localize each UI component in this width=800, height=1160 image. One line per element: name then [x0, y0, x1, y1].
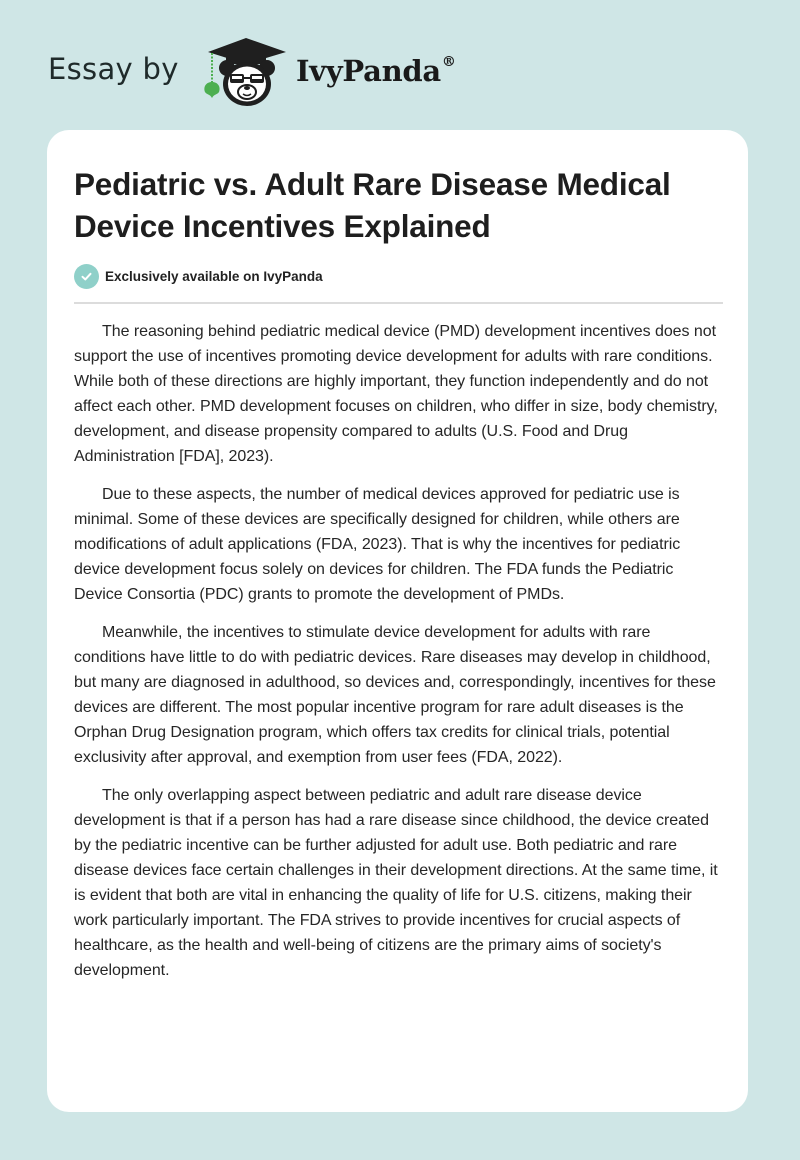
exclusive-text: Exclusively available on IvyPanda [105, 268, 323, 284]
page-title: Pediatric vs. Adult Rare Disease Medical Device Incentives Explained [74, 166, 671, 244]
registered-mark: ® [441, 54, 456, 71]
brand-name: IvyPanda [296, 54, 441, 88]
essay-by-label: Essay by [48, 52, 179, 86]
essay-body [74, 319, 726, 996]
essay-card [47, 130, 748, 1112]
paragraph: The reasoning behind pediatric medical device (PMD) development incentives does not support the use of incentives promoting device development for adults with rare conditions. While both of these directions are highly important, they function independently and do not affect each other. PMD development focuses on children, who differ in size, body chemistry, development, and disease propensity compared to adults (U.S. Food and Drug Administration [FDA], 2023). [74, 323, 718, 465]
paragraph: Due to these aspects, the number of medical devices approved for pediatric use is minimal. Some of these devices are specifically designed for children, while others are modifications of adult applications (FDA, 2023). That is why the incentives for pediatric device development focus solely on devices for children. The FDA funds the Pediatric Device Consortia (PDC) grants to promote the development of PMDs. [74, 486, 681, 603]
paragraph: The only overlapping aspect between pediatric and adult rare disease device development is that if a person has had a rare disease since childhood, the device created by the pediatric incentive can be further adjusted for adult use. Both pediatric and rare disease devices face certain challenges in their development directions. At the same time, it is evident that both are vital in enhancing the quality of life for U.S. citizens, making their work particularly important. The FDA strives to provide incentives for crucial aspects of healthcare, as the health and well-being of citizens are the primary aims of society's development. [74, 787, 718, 979]
check-icon [74, 264, 99, 289]
paragraph: Meanwhile, the incentives to stimulate device development for adults with rare conditions have little to do with pediatric devices. Rare diseases may develop in childhood, but many are diagnosed in adulthood, so devices and, correspondingly, incentives for these devices are different. The most popular incentive program for rare adult diseases is the Orphan Drug Designation program, which offers tax credits for clinical trials, potential exclusivity after approval, and exemption from user fees (FDA, 2022). [74, 624, 716, 766]
brand-logo-text[interactable] [296, 54, 456, 88]
site-header [0, 0, 800, 130]
divider [74, 302, 723, 304]
exclusive-badge [74, 263, 323, 289]
panda-graduation-cap-icon[interactable] [200, 34, 292, 110]
